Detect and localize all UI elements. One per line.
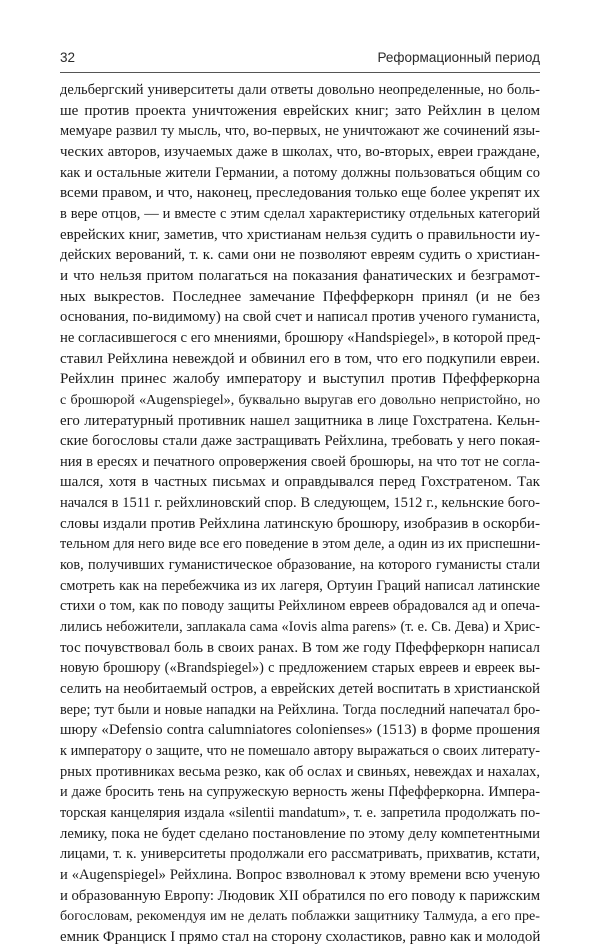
text-line: как и остальные жители Германии, а потому должны пользоваться общим со: [60, 164, 540, 181]
text-line: ставил Рейхлина невеждой и обвинил его в том, что его подкупили евреи.: [60, 350, 540, 367]
text-line: его литературный противник нашел защитника в лице Гохстратена. Кельн-: [60, 412, 540, 429]
header-rule: [60, 72, 540, 73]
text-line: ков, получивших гуманистическое образование, на которого гуманисты стали: [60, 557, 540, 574]
text-line: мемуаре развил ту мысль, что, во-первых, не уничтожают же сочинений язы-: [60, 123, 540, 140]
text-line: и что нельзя притом полагаться на показания фанатических и безграмот-: [60, 267, 540, 284]
text-line: ческих авторов, изучаемых даже в школах, что, во-вторых, евреи граждане,: [60, 143, 540, 160]
text-line: лемику, пока не будет сделано постановление по этому делу компетентными: [60, 825, 540, 842]
text-line: словы издали против Рейхлина латинскую брошюру, изобразив в оскорби-: [60, 515, 540, 532]
text-line: в вере отцов, — и вместе с этим сделал характеристику отдельных категорий: [60, 205, 540, 222]
text-line: лились небожители, заплакала сама «Iovis alma parens» (т. е. Св. Дева) и Хрис-: [60, 619, 540, 636]
text-line: новую брошюру («Brandspiegel») с предложением старых евреев и евреек вы-: [60, 660, 540, 677]
text-line: начался в 1511 г. рейхлиновский спор. В следующем, 1512 г., кельнские бого-: [60, 495, 540, 512]
text-line: торская канцелярия издала «silentii mandatum», т. е. запретила продолжать по-: [60, 804, 540, 821]
text-line: тос почувствовал боль в своих ранах. В том же году Пфефферкорн написал: [60, 639, 540, 656]
text-line: шался, хотя в частных письмах и оправдывался перед Гохстратеном. Так: [60, 474, 540, 491]
text-line: стихи о том, как по поводу защиты Рейхлином евреев обрадовался ад и опеча-: [60, 598, 540, 615]
text-line: и даже бросить тень на супружескую верность жены Пфефферкорна. Импера-: [60, 784, 540, 801]
text-line: еврейских книг, заметив, что христианам нельзя судить о правильности иу-: [60, 226, 540, 243]
text-line: ния в ересях и печатного опровержения своей брошюры, на что тот не согла-: [60, 453, 540, 470]
text-line: рных противниках весьма резко, как об ослах и свиньях, невеждах и нахалах,: [60, 763, 540, 780]
text-line: вере; тут были и новые нападки на Рейхлина. Тогда последний напечатал бро-: [60, 701, 540, 718]
running-head-title: Реформационный период: [377, 50, 540, 65]
text-line: богословам, рекомендуя им не делать поблажки защитнику Талмуда, а его пре-: [60, 908, 540, 925]
text-line: ных выкрестов. Последнее замечание Пфефферкорн принял (и не без: [60, 288, 540, 305]
text-line: не согласившегося с его мнениями, брошюру «Handspiegel», в которой пред-: [60, 329, 540, 346]
body-text: [60, 80, 540, 948]
text-line: к императору о защите, что не помешало автору выражаться о своих литерату-: [60, 743, 540, 759]
text-line: дейских верований, т. к. сами они не позволяют евреям судить о христиан-: [60, 247, 540, 264]
text-line: и «Augenspiegel» Рейхлина. Вопрос взволновал к этому времени всю ученую: [60, 866, 540, 883]
text-line: емник Франциск I прямо стал на сторону схоластиков, равно как и молодой: [60, 928, 540, 945]
text-line: тельном для него виде все его поведение в этом деле, а один из их приспешни-: [60, 536, 540, 553]
text-line: селить на необитаемый остров, а еврейских детей воспитать в христианской: [60, 681, 540, 698]
text-line: Рейхлин принес жалобу императору и выступил против Пфефферкорна: [60, 371, 540, 388]
text-line: дельбергский университеты дали ответы довольно неопределенные, но боль-: [60, 82, 540, 98]
text-line: лицами, т. к. университеты продолжали его рассматривать, прихватив, кстати,: [60, 846, 540, 863]
page-header: [60, 50, 540, 72]
text-line: смотреть как на перебежчика из их лагеря, Ортуин Граций написал латинские: [60, 577, 540, 594]
text-line: всеми правом, и что, наконец, преследования только еще более укрепят их: [60, 185, 540, 202]
text-line: основания, по-видимому) на свой счет и написал против ученого гуманиста,: [60, 309, 540, 326]
text-line: и образованную Европу: Людовик XII обратился по его поводу к парижским: [60, 887, 540, 904]
text-line: шюру «Defensio contra calumniatores colonienses» (1513) в форме прошения: [60, 722, 540, 739]
text-line: с брошюрой «Augenspiegel», буквально выругав его довольно непристойно, но: [60, 391, 540, 408]
page-number: 32: [60, 50, 76, 65]
text-line: ше против проекта уничтожения еврейских книг; зато Рейхлин в целом: [60, 102, 540, 119]
text-line: ские богословы стали даже застращивать Рейхлина, требовать у него покая-: [60, 433, 540, 450]
